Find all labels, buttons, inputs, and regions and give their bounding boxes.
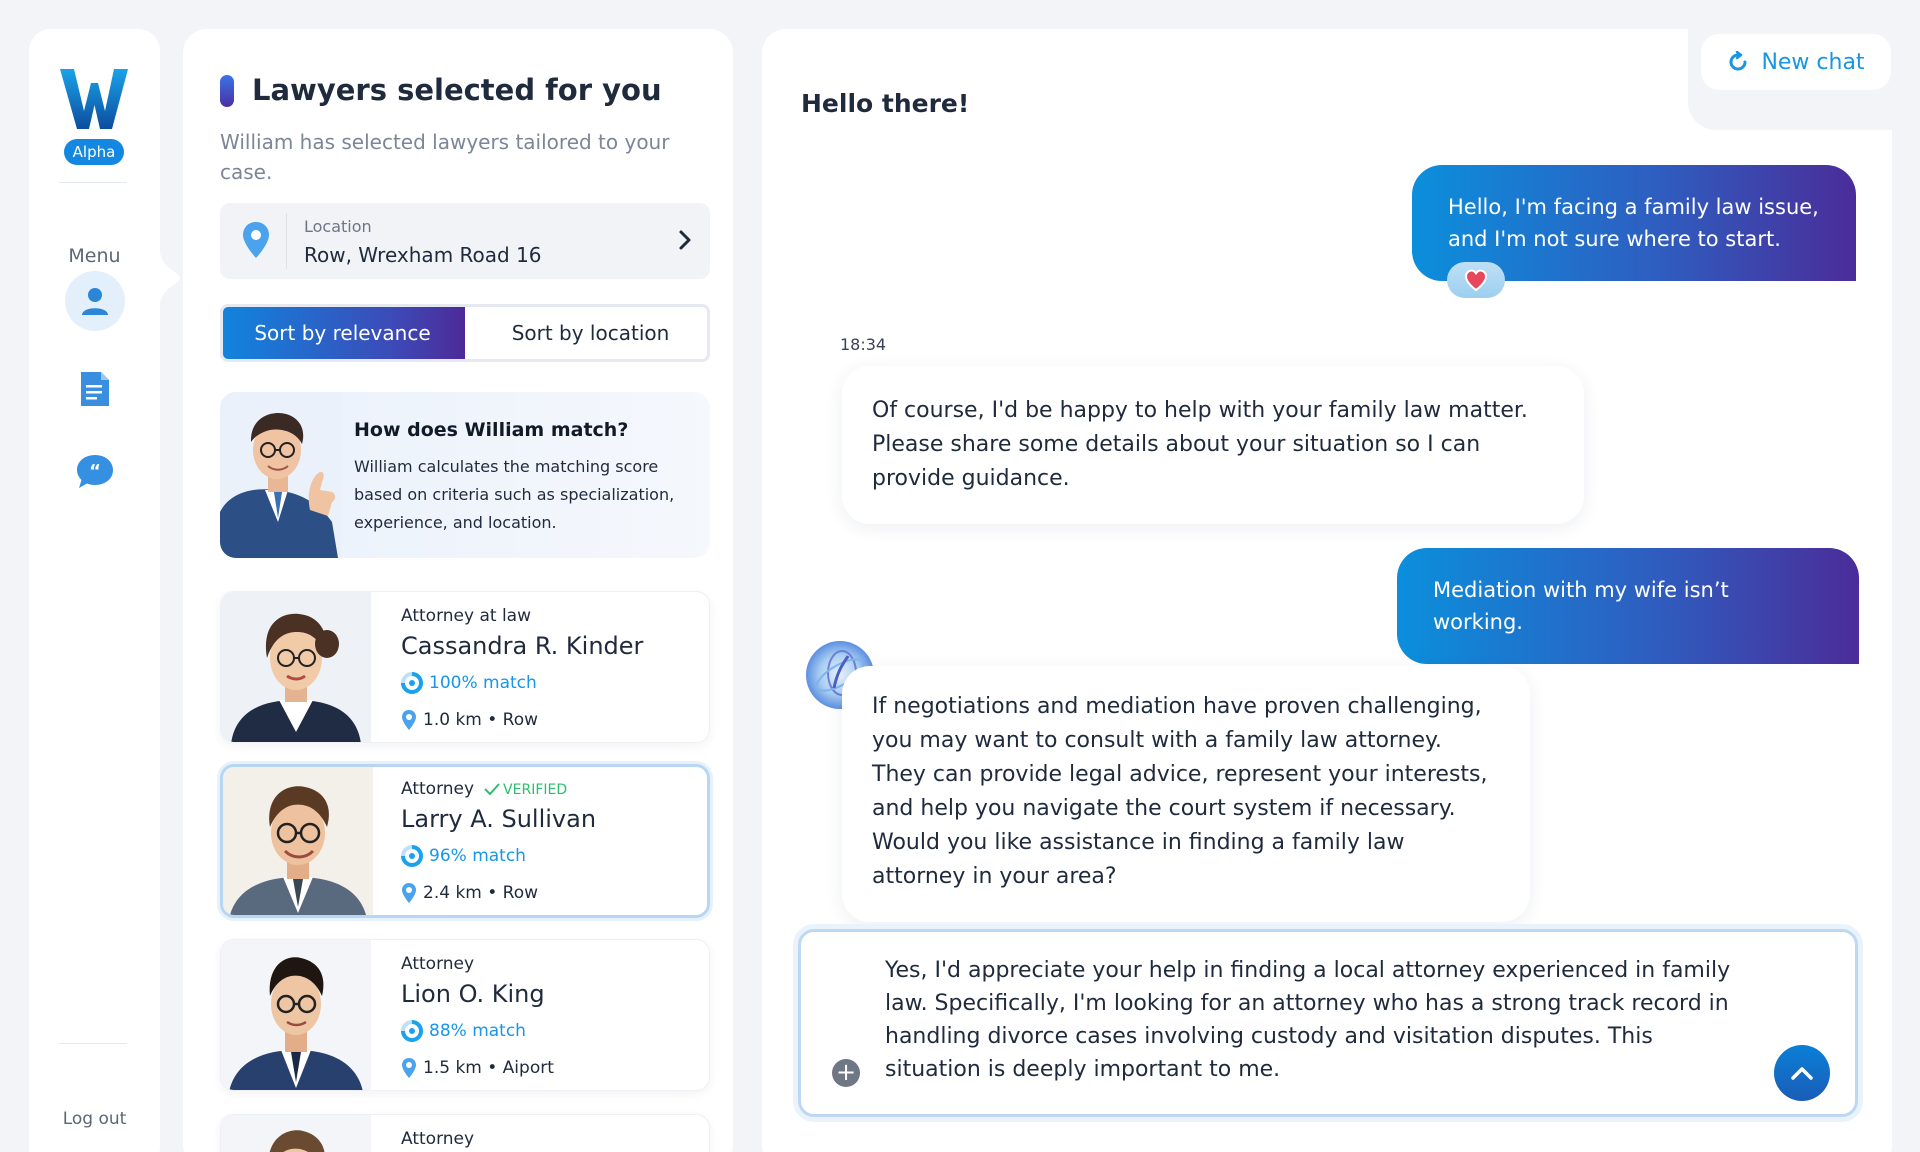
chevron-right-icon: [678, 229, 692, 251]
lawyer-role: Attorney: [401, 1129, 475, 1149]
document-icon: [79, 370, 111, 408]
chat-greeting: Hello there!: [801, 89, 970, 118]
lawyer-name: Lion O. King: [401, 980, 545, 1008]
sidebar-divider: [59, 182, 127, 183]
heart-icon: [1464, 269, 1488, 291]
lawyer-role: Attorney: [401, 954, 475, 974]
lawyer-card[interactable]: [220, 591, 710, 743]
location-pin-icon: [401, 1057, 417, 1079]
user-icon: [78, 284, 112, 318]
assistant-message: If negotiations and mediation have proven challenging, you may want to consult with a family law attorney. They can provide legal advice, represent your interests, and help you navigate the court system if necessary. Would you like assistance in finding a family law attorney in your area?: [842, 666, 1530, 922]
sort-toggle: [220, 304, 710, 362]
lawyer-name: Cassandra R. Kinder: [401, 632, 644, 660]
lawyers-panel-subtitle: William has selected lawyers tailored to your case.: [220, 130, 670, 184]
logout-link[interactable]: Log out: [62, 1109, 127, 1129]
match-score: 96% match: [401, 845, 526, 867]
location-pin-icon: [401, 709, 417, 731]
how-card-text: William calculates the matching score based on criteria such as specialization, experience, and location.: [354, 457, 675, 532]
lawyer-card[interactable]: [220, 939, 710, 1091]
how-card-title: How does William match?: [354, 419, 629, 441]
location-label: Location: [304, 217, 372, 236]
lawyer-distance: 1.0 km • Row: [401, 709, 538, 731]
match-score: 100% match: [401, 672, 537, 694]
location-pin-icon: [401, 882, 417, 904]
sidebar-bottom-divider: [59, 1043, 127, 1044]
lawyers-panel-title: Lawyers selected for you: [252, 73, 662, 107]
lawyer-photo: [223, 767, 373, 918]
w-logo[interactable]: [60, 69, 128, 129]
location-divider: [286, 213, 287, 269]
verified-badge: VERIFIED: [484, 782, 567, 798]
lawyer-role: Attorney VERIFIED: [401, 779, 568, 799]
location-pin-icon: [242, 221, 270, 259]
checkmark-icon: [484, 783, 500, 795]
assistant-message: Of course, I'd be happy to help with your family law matter. Please share some details about your situation so I can provide guidance.: [842, 366, 1584, 524]
sort-by-location-button[interactable]: Sort by location: [511, 321, 670, 345]
add-attachment-button[interactable]: +: [832, 1059, 860, 1087]
lawyer-photo: [221, 592, 371, 743]
refresh-icon: [1727, 51, 1749, 73]
lawyers-panel: [183, 29, 733, 1152]
message-timestamp: 18:34: [840, 335, 887, 354]
lawyer-distance: 1.5 km • Aiport: [401, 1057, 554, 1079]
svg-text:“: “: [89, 461, 101, 482]
chevron-up-icon: [1790, 1065, 1814, 1081]
location-value: Row, Wrexham Road 16: [304, 243, 542, 267]
sidebar: [29, 29, 160, 1152]
quote-chat-icon: [75, 453, 115, 491]
lawyer-distance: 2.4 km • Row: [401, 882, 538, 904]
sidebar-item-chat[interactable]: [65, 442, 125, 502]
title-accent-pill: [220, 75, 234, 107]
match-gauge-icon: [401, 1020, 423, 1042]
user-message: Mediation with my wife isn’t working.: [1397, 548, 1859, 664]
lawyer-photo: [221, 1115, 371, 1152]
alpha-badge: Alpha: [64, 139, 124, 165]
new-chat-label: New chat: [1761, 49, 1865, 75]
send-button[interactable]: [1774, 1045, 1830, 1101]
match-gauge-icon: [401, 672, 423, 694]
message-input[interactable]: Yes, I'd appreciate your help in finding a local attorney experienced in family law. Specifically, I'm looking for an attorney who has a strong track record in handling divorce cases involving custody and visitation disputes. This situation is deeply important to me.: [885, 958, 1731, 1082]
user-message: Hello, I'm facing a family law issue, and I'm not sure where to start.: [1412, 165, 1856, 281]
sidebar-item-profile[interactable]: [65, 271, 125, 331]
message-composer[interactable]: [798, 929, 1858, 1117]
how-matching-works-card: [220, 392, 710, 558]
sort-by-relevance-button[interactable]: Sort by relevance: [220, 304, 465, 362]
william-avatar: [220, 392, 342, 558]
match-score: 88% match: [401, 1020, 526, 1042]
lawyer-photo: [221, 940, 371, 1091]
sidebar-item-documents[interactable]: [65, 359, 125, 419]
lawyer-card-selected[interactable]: [220, 764, 710, 918]
match-gauge-icon: [401, 845, 423, 867]
location-selector[interactable]: [220, 203, 710, 279]
message-reaction[interactable]: [1447, 262, 1505, 298]
lawyer-role: Attorney at law: [401, 606, 531, 626]
lawyer-name: Larry A. Sullivan: [401, 805, 597, 833]
lawyer-card[interactable]: [220, 1114, 710, 1152]
menu-label: Menu: [68, 245, 121, 267]
new-chat-button[interactable]: [1701, 34, 1891, 90]
